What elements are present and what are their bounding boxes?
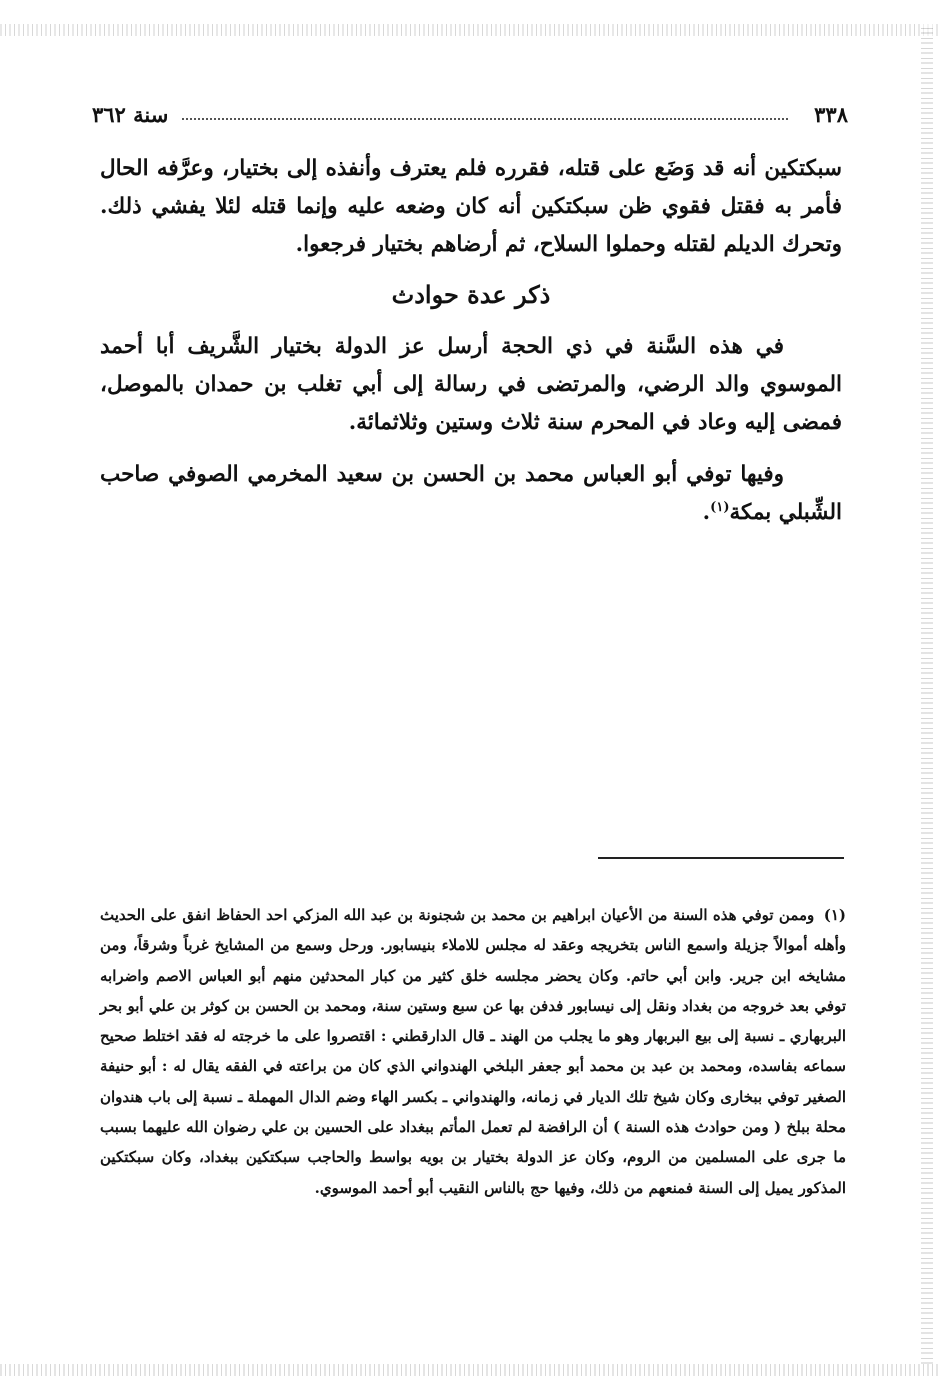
paragraph-death-end: .	[702, 500, 711, 525]
footnotes	[100, 900, 846, 1203]
running-head-year: سنة ٣٦٢	[92, 102, 174, 127]
header-dotted-leader	[182, 118, 788, 120]
paragraph-death-text: وفيها توفي أبو العباس محمد بن الحسن بن سعيد المخرمي الصوفي صاحب الشِّبلي بمكة	[100, 462, 842, 525]
section-heading: ذكر عدة حوادث	[391, 280, 551, 309]
page-header	[92, 96, 848, 132]
footnote-marker: (١)	[823, 906, 846, 924]
scan-border-top	[0, 24, 941, 36]
footnote-reference[interactable]: (١)	[710, 499, 730, 515]
paragraph-continued: سبكتكين أنه قد وَضَع على قتله، فقرره فلم يعترف وأنفذه إلى بختيار، وعرَّفه الحال فأمر به فقتل فقوي ظن سبكتكين أنه كان وضعه عليه وإنما قتله لئلا يفشي ذلك. وتحرك الديلم لقتله وحملوا السلاح، ثم أرضاهم بختيار فرجعوا.	[100, 156, 842, 257]
page-number: ٣٣٨	[808, 102, 848, 127]
scan-border-bottom	[0, 1364, 941, 1376]
scan-border-right	[921, 24, 933, 1364]
footnote-1	[100, 900, 846, 1203]
paragraph-death	[100, 456, 842, 532]
footnote-text: وممن توفي هذه السنة من الأعيان ابراهيم بن محمد بن شجنونة بن عبد الله المزكي احد الحفاظ انفق على الحديث وأهله أموالاً جزيلة واسمع الناس بتخريجه وعقد له مجلس للاملاء بنيسابور. ورحل وسمع من المشايخ غرباً وشرقاً، ومن مشايخه ابن جرير. وابن أبي حاتم. وكان يحضر مجلسه خلق كثير من كبار المحدثين منهم أبو العباس الاصم واضرابه توفي بعد خروجه من بغداد ونقل إلى نيسابور فدفن بها عن سبع وستين سنة، ومحمد بن الحسن بن كوثر بن علي أبو بحر البربهاري ـ نسبة إلى بيع البربهار وهو ما يجلب من الهند ـ قال الدارقطني : اقتصروا على ما خرجته له فقد اختلط صحيح سماعه بفاسده، ومحمد بن عبد بن محمد أبو جعفر البلخي الهندواني الذي كان من براعته في الفقه يقال له : أبو حنيفة الصغير توفي ببخارى وكان شيخ تلك الديار في زمانه، والهندواني ـ بكسر الهاء وضم الدال المهملة ـ نسبة إلى باب هندوان محلة ببلخ ( ومن حوادث هذه السنة ) أن الرافضة لم تعمل المأتم ببغداد على الحسين بن علي رضوان الله عليهما بسبب ما جرى على المسلمين من الروم، وكان عز الدولة بختيار بن بويه بواسط والحاجب سبكتكين ببغداد، وكان سبكتكين المذكور يميل إلى السنة فمنعهم من ذلك، وفيها حج بالناس النقيب أبو أحمد الموسوي.	[100, 906, 846, 1197]
paragraph-events: في هذه السَّنة في ذي الحجة أرسل عز الدولة بختيار الشَّريف أبا أحمد الموسوي والد الرضي، والمرتضى في رسالة إلى أبي تغلب بن حمدان بالموصل، فمضى إليه وعاد في المحرم سنة ثلاث وستين وثلاثمائة.	[100, 334, 842, 435]
main-text	[100, 150, 842, 532]
footnote-separator	[598, 857, 844, 859]
